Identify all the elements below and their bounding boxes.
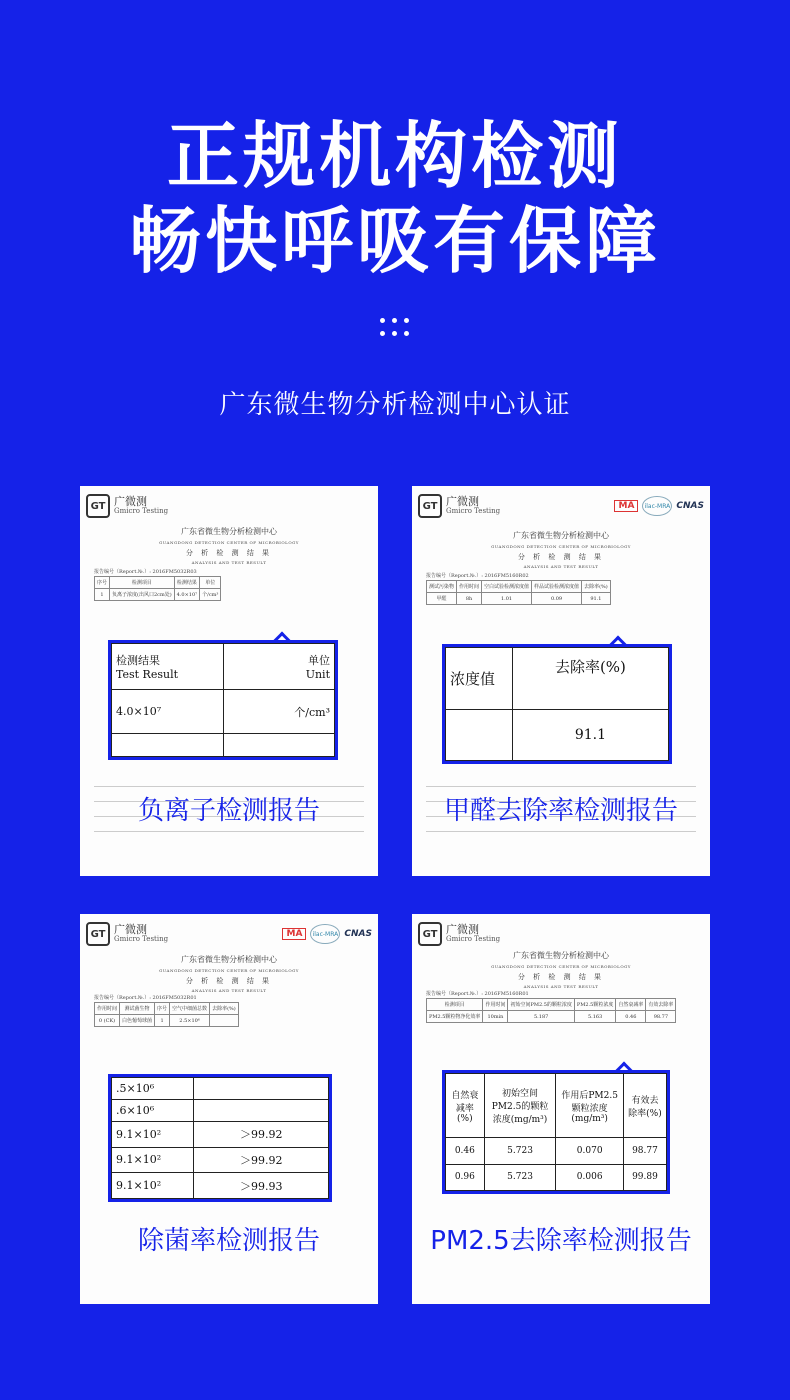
mini-cell (210, 1015, 239, 1027)
logo-cn-text: 广微测 (446, 923, 479, 937)
cnas-seal-icon: CNAS (676, 501, 704, 511)
mini-head-cell: 作用时间 (483, 999, 508, 1011)
zoom-callout (442, 644, 672, 764)
zoom-head-2-en: Unit (305, 668, 330, 681)
gmicro-logo-icon: GT (86, 494, 110, 518)
zoom-cell: 0.070 (556, 1138, 623, 1165)
result-title: 分 析 检 测 结 果 (517, 973, 605, 981)
zoom-cell: 99.89 (623, 1164, 666, 1191)
zoom-head-cell: 自然衰减率(%) (446, 1074, 485, 1138)
logo-en-text: Gmicro Testing (114, 507, 169, 516)
cma-seal-icon: MA (614, 500, 638, 512)
zoom-cell: .5×10⁶ (112, 1078, 194, 1100)
mini-head-cell: 序号 (155, 1003, 170, 1015)
logo-cn-text: 广微测 (446, 495, 479, 509)
logo-cn-text: 广微测 (114, 495, 147, 509)
mini-result-table (426, 580, 611, 605)
mini-cell: 1 (155, 1015, 170, 1027)
mini-head-cell: 作用时间 (457, 581, 482, 593)
zoom-callout (108, 1074, 332, 1202)
mini-cell: 0.46 (616, 1011, 646, 1023)
zoom-head-cell: 作用后PM2.5颗粒浓度(mg/m³) (556, 1074, 623, 1138)
mini-cell: 8h (457, 593, 482, 605)
center-name: 广东省微生物分析检测中心 (513, 951, 609, 960)
logo-en-text: Gmicro Testing (114, 935, 169, 944)
mini-head-cell: 自然衰减率 (616, 999, 646, 1011)
result-title: 分 析 检 测 结 果 (185, 549, 273, 557)
mini-head-cell: 样品试验检测浓度值 (532, 581, 582, 593)
zoom-cell (194, 1078, 329, 1100)
certification-seals (614, 496, 704, 516)
result-en: ANALYSIS AND TEST RESULT (191, 988, 267, 993)
mini-head-cell: 检测项目 (427, 999, 483, 1011)
mini-cell: 1 (95, 589, 110, 601)
dots-divider-icon (380, 318, 410, 338)
mini-cell: 甲醛 (427, 593, 457, 605)
zoom-cell: .6×10⁶ (112, 1100, 194, 1122)
mini-head-cell: 检测项目 (110, 577, 175, 589)
gmicro-logo-icon: GT (418, 922, 442, 946)
report-card-sterilization[interactable] (80, 914, 378, 1304)
mini-head-cell: 作用时间 (95, 1003, 120, 1015)
report-card-pm25[interactable] (412, 914, 710, 1304)
zoom-cell: 5.723 (484, 1138, 556, 1165)
zoom-cell: ＞99.93 (194, 1173, 329, 1199)
zoom-cell: 9.1×10² (112, 1147, 194, 1173)
zoom-head-1: 检测结果 (116, 654, 160, 667)
mini-head-cell: 有效去除率 (646, 999, 676, 1011)
report-number: 报告编号（Report.№.）: 2016FM5032R03 (94, 569, 197, 575)
logo-cn-text: 广微测 (114, 923, 147, 937)
page-subtitle: 广东微生物分析检测中心认证 (219, 390, 571, 420)
zoom-head-cell: 有效去除率(%) (623, 1074, 666, 1138)
mini-head-cell: 单位 (200, 577, 221, 589)
zoom-head-cell: 初始空间PM2.5的颗粒浓度(mg/m³) (484, 1074, 556, 1138)
mini-cell: 0 (CK) (95, 1015, 120, 1027)
zoom-callout (442, 1070, 670, 1194)
gmicro-logo-icon: GT (86, 922, 110, 946)
mini-cell: PM2.5颗粒物净化效率 (427, 1011, 483, 1023)
mini-result-table (94, 1002, 239, 1027)
result-en: ANALYSIS AND TEST RESULT (523, 984, 599, 989)
mini-result-table (94, 576, 221, 601)
gmicro-logo (418, 922, 500, 946)
zoom-head-2: 去除率(%) (512, 648, 668, 710)
mini-head-cell: 空气中细菌总数 (170, 1003, 210, 1015)
zoom-head-2: 单位 (308, 654, 330, 667)
center-en: GUANGDONG DETECTION CENTER OF MICROBIOLOGY (491, 964, 631, 969)
result-en: ANALYSIS AND TEST RESULT (191, 560, 267, 565)
zoom-value-2: 个/cm³ (223, 690, 335, 734)
center-name: 广东省微生物分析检测中心 (181, 527, 277, 536)
zoom-head-1: 浓度值 (446, 648, 513, 710)
zoom-cell (194, 1100, 329, 1122)
mini-cell: 91.1 (582, 593, 611, 605)
result-title: 分 析 检 测 结 果 (185, 977, 273, 985)
gmicro-logo-icon: GT (418, 494, 442, 518)
mini-cell: 负离子浓度(出风口2cm处) (110, 589, 175, 601)
center-en: GUANGDONG DETECTION CENTER OF MICROBIOLOGY (159, 540, 299, 545)
mini-head-cell: 检测结果 (174, 577, 200, 589)
ilac-seal-icon: ilac-MRA (310, 924, 340, 944)
zoom-head-1-en: Test Result (116, 668, 179, 681)
mini-cell: 个/cm³ (200, 589, 221, 601)
center-name: 广东省微生物分析检测中心 (181, 955, 277, 964)
result-title: 分 析 检 测 结 果 (517, 553, 605, 561)
mini-head-cell: 去除率(%) (582, 581, 611, 593)
zoom-cell: 5.723 (484, 1164, 556, 1191)
gmicro-logo (86, 494, 168, 518)
mini-cell: 白色葡萄球菌 (120, 1015, 155, 1027)
center-en: GUANGDONG DETECTION CENTER OF MICROBIOLOGY (491, 544, 631, 549)
report-card-negative-ion[interactable] (80, 486, 378, 876)
zoom-cell: 98.77 (623, 1138, 666, 1165)
gmicro-logo (418, 494, 500, 518)
report-number: 报告编号（Report.№.）: 2016FM5160R02 (426, 573, 529, 579)
mini-cell: 98.77 (646, 1011, 676, 1023)
zoom-cell: 0.96 (446, 1164, 485, 1191)
mini-head-cell: 测试菌生物 (120, 1003, 155, 1015)
zoom-cell: 0.46 (446, 1138, 485, 1165)
zoom-cell: ＞99.92 (194, 1147, 329, 1173)
mini-result-table (426, 998, 676, 1023)
mini-cell: 10min (483, 1011, 508, 1023)
zoom-cell: ＞99.92 (194, 1122, 329, 1148)
mini-cell: 2.5×10⁶ (170, 1015, 210, 1027)
page-title-line1: 正规机构检测 (166, 114, 623, 198)
page-title-line2: 畅快呼吸有保障 (128, 199, 661, 283)
mini-head-cell: PM2.5颗粒浓度 (574, 999, 615, 1011)
gmicro-logo (86, 922, 168, 946)
card-label: PM2.5去除率检测报告 (430, 1226, 692, 1256)
card-label: 除菌率检测报告 (137, 1226, 320, 1256)
zoom-value-2: 91.1 (512, 710, 668, 761)
card-label: 甲醛去除率检测报告 (443, 796, 678, 826)
certification-seals (282, 924, 372, 944)
zoom-cell: 9.1×10² (112, 1122, 194, 1148)
logo-en-text: Gmicro Testing (446, 507, 501, 516)
mini-head-cell: 初始空间PM2.5的颗粒浓度 (508, 999, 574, 1011)
mini-cell: 5.163 (574, 1011, 615, 1023)
mini-head-cell: 空白试验检测浓度值 (482, 581, 532, 593)
report-card-formaldehyde[interactable] (412, 486, 710, 876)
result-en: ANALYSIS AND TEST RESULT (523, 564, 599, 569)
zoom-cell: 0.006 (556, 1164, 623, 1191)
card-label: 负离子检测报告 (137, 796, 320, 826)
center-name: 广东省微生物分析检测中心 (513, 531, 609, 540)
center-en: GUANGDONG DETECTION CENTER OF MICROBIOLOGY (159, 968, 299, 973)
mini-cell: 1.01 (482, 593, 532, 605)
zoom-cell: 9.1×10² (112, 1173, 194, 1199)
report-number: 报告编号（Report.№.）: 2016FM5160R01 (426, 991, 529, 997)
zoom-callout (108, 640, 338, 760)
mini-cell: 4.0×10⁷ (174, 589, 200, 601)
cma-seal-icon: MA (282, 928, 306, 940)
mini-head-cell: 测试污染物 (427, 581, 457, 593)
mini-cell: 0.09 (532, 593, 582, 605)
mini-head-cell: 去除率(%) (210, 1003, 239, 1015)
mini-head-cell: 序号 (95, 577, 110, 589)
ilac-seal-icon: ilac-MRA (642, 496, 672, 516)
mini-cell: 5.187 (508, 1011, 574, 1023)
report-number: 报告编号（Report.№.）: 2016FM5032R01 (94, 995, 197, 1001)
logo-en-text: Gmicro Testing (446, 935, 501, 944)
cnas-seal-icon: CNAS (344, 929, 372, 939)
zoom-value-1: 4.0×10⁷ (112, 690, 224, 734)
